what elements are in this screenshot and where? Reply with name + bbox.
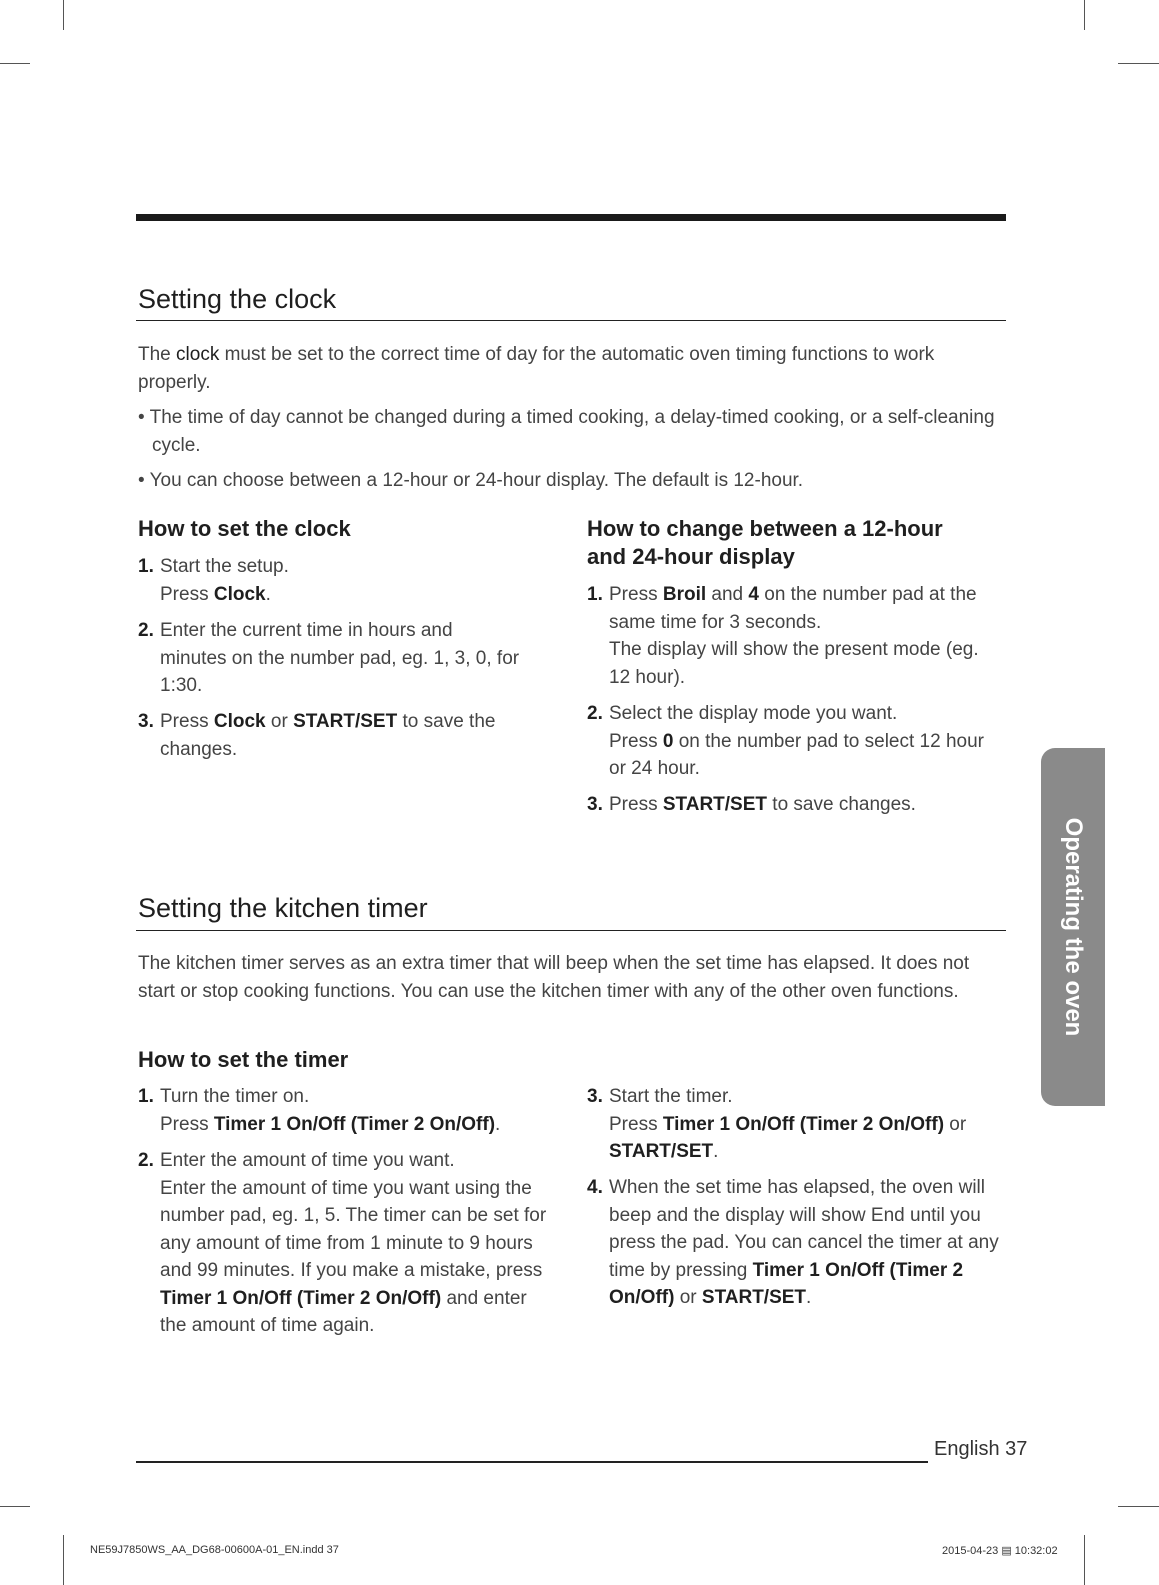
step-item: 2. Select the display mode you want. Press 0 on the number pad to select 12 hour or 24 hour.	[587, 703, 984, 779]
step-item: 3. Start the timer. Press Timer 1 On/Off (Timer 2 On/Off) or START/SET.	[587, 1086, 967, 1162]
side-tab-label: Operating the oven	[1060, 817, 1087, 1037]
step-item: 3. Press START/SET to save changes.	[587, 794, 916, 815]
header-bar	[136, 214, 1006, 221]
footer-rule	[136, 1461, 928, 1463]
clock-bullet: • You can choose between a 12-hour or 24-hour display. The default is 12-hour.	[138, 470, 804, 491]
step-item: 2. Enter the current time in hours and minutes on the number pad, eg. 1, 3, 0, for 1:30.	[138, 620, 520, 696]
clock-intro: The clock must be set to the correct time of day for the automatic oven timing functions to work properly.	[138, 344, 935, 393]
heading-set-timer: How to set the timer	[138, 1047, 349, 1072]
crop-mark	[1118, 63, 1159, 64]
step-item: 1. Start the setup. Press Clock.	[138, 556, 289, 605]
crop-mark	[1118, 1506, 1159, 1507]
heading-change-display: How to change between a 12-hour and 24-hour display	[587, 516, 943, 569]
section-rule	[136, 930, 1006, 931]
slug-timestamp: 2015-04-23 ▤ 10:32:02	[942, 1545, 1058, 1557]
side-tab	[1041, 748, 1105, 1106]
slug-filename: NE59J7850WS_AA_DG68-00600A-01_EN.indd 37	[90, 1544, 339, 1556]
section-title-clock: Setting the clock	[138, 284, 337, 314]
section-title-timer: Setting the kitchen timer	[138, 893, 428, 923]
crop-mark	[1084, 0, 1085, 30]
clock-bullet: • The time of day cannot be changed during a timed cooking, a delay-timed cooking, or a self-cleaning cycle.	[138, 407, 995, 456]
page-number: English 37	[934, 1438, 1028, 1460]
crop-mark	[1084, 1535, 1085, 1585]
crop-mark	[63, 1535, 64, 1585]
crop-mark	[0, 63, 30, 64]
step-item: 1. Turn the timer on. Press Timer 1 On/Off (Timer 2 On/Off).	[138, 1086, 501, 1135]
crop-mark	[0, 1506, 30, 1507]
step-item: 1. Press Broil and 4 on the number pad at the same time for 3 seconds. The display will show the present mode (eg. 12 hour).	[587, 584, 979, 688]
timer-intro: The kitchen timer serves as an extra timer that will beep when the set time has elapsed. It does not start or stop cooking functions. You can use the kitchen timer with any of the other oven functions.	[138, 953, 970, 1002]
crop-mark	[63, 0, 64, 30]
step-item: 3. Press Clock or START/SET to save the changes.	[138, 711, 496, 760]
step-item: 4. When the set time has elapsed, the oven will beep and the display will show End until you press the pad. You can cancel the timer at any time by pressing Timer 1 On/Off (Timer 2 On/Off) or START/SET.	[587, 1177, 999, 1308]
section-rule	[136, 320, 1006, 321]
step-item: 2. Enter the amount of time you want. Enter the amount of time you want using the number pad, eg. 1, 5. The timer can be set for any amount of time from 1 minute to 9 hours and 99 minutes. If you make a mistake, press Timer 1 On/Off (Timer 2 On/Off) and enter the amount of time again.	[138, 1150, 547, 1336]
heading-set-clock: How to set the clock	[138, 516, 351, 541]
